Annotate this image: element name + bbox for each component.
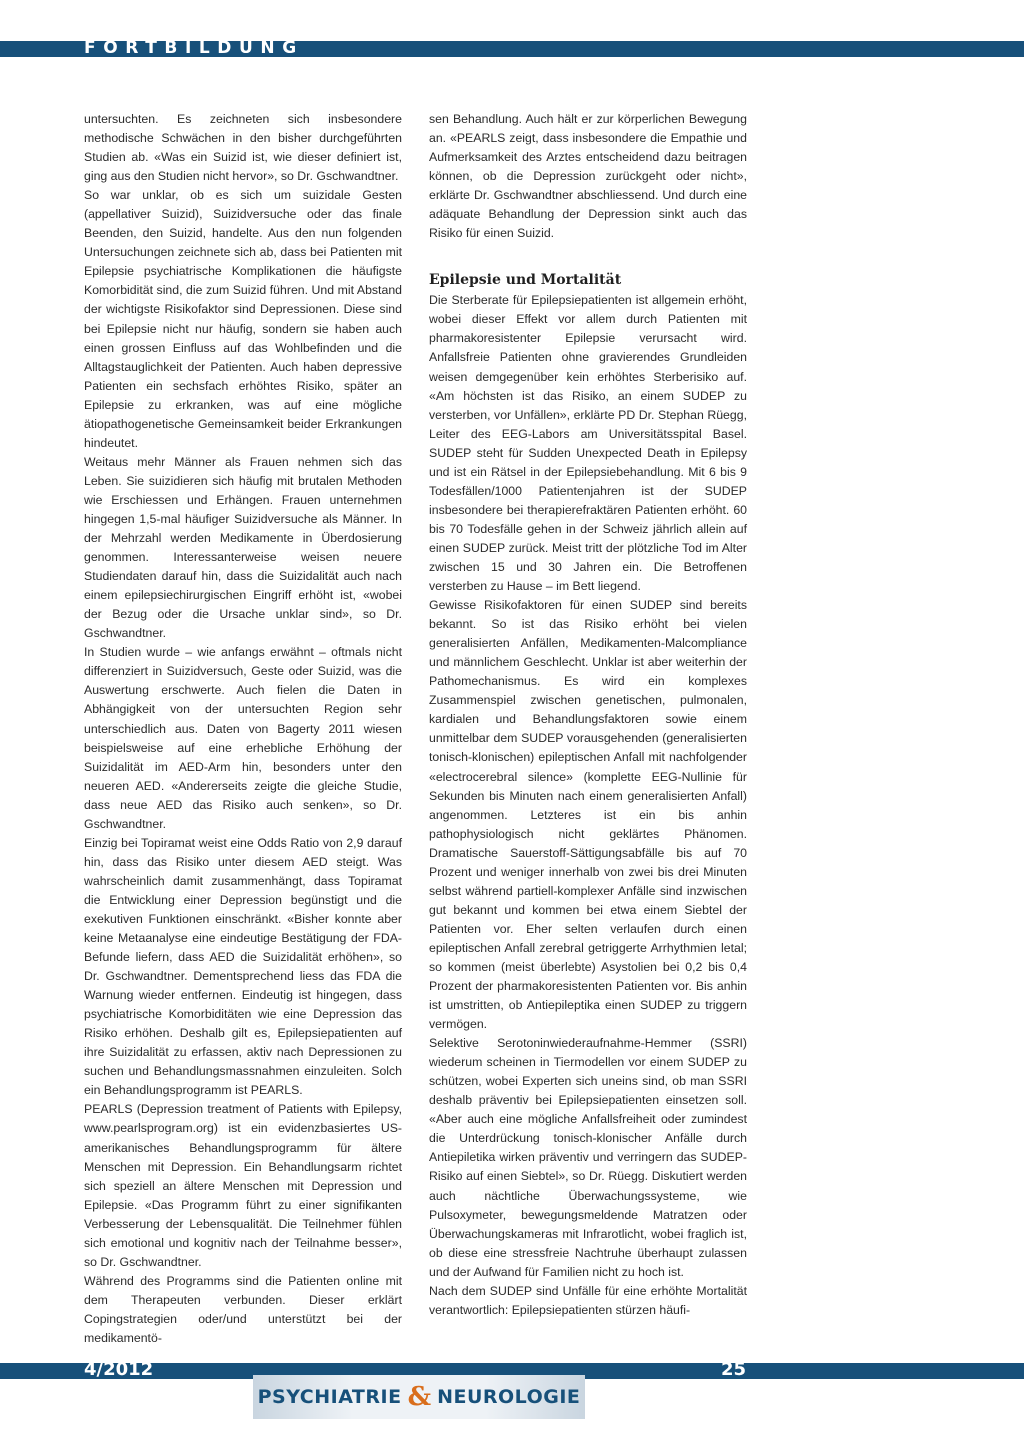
- paragraph: Die Sterberate für Epilepsiepatienten ist allgemein erhöht, wobei dieser Effekt vor allem durch Patienten mit pharmakoresistenter Epilepsie verursacht wird. Anfallsfreie Patienten ohne gravierendes Grundleiden weisen demgegenüber kein erhöhtes Sterberisiko auf. «Am höchsten ist das Risiko, an einem SUDEP zu versterben, vor Unfällen», erklärte PD Dr. Stephan Rüegg, Leiter des EEG-Labors am Universitätsspital Basel. SUDEP steht für Sudden Unexpected Death in Epilepsy und ist ein Rätsel in der Epilepsiebehandlung. Mit 6 bis 9 Todesfällen/1000 Patientenjahren ist der SUDEP insbesondere bei therapierefraktären Patienten erhöht. 60 bis 70 Todesfälle gehen in der Schweiz jährlich allein auf einen SUDEP zurück. Meist tritt der plötzliche Tod im Alter zwischen 15 und 30 Jahren ein. Die Betroffenen versterben zu Hause – im Bett liegend.: [429, 293, 747, 594]
- paragraph: Einzig bei Topiramat weist eine Odds Ratio von 2,9 darauf hin, dass das Risiko unter diesem AED steigt. Was wahrscheinlich damit zusammenhängt, dass Topiramat die Entwicklung einer Depression begünstigt und die exekutiven Funktionen einschränkt. «Bisher konnte aber keine Metaanalyse eine eindeutige Bestätigung der FDA-Befunde liefern, dass AED die Suizidalität erhöhen», so Dr. Gschwandtner. Dementsprechend liess das FDA die Warnung wieder entfernen. Eindeutig ist hingegen, dass psychiatrische Komorbiditäten wie eine Depression das Risiko erhöhen. Deshalb gilt es, Epilepsiepatienten auf ihre Suizidalität zu erfassen, aktiv nach Depressionen zu suchen und Behandlungsmassnahmen einzuleiten. Solch ein Behandlungsprogramm ist PEARLS.: [84, 835, 402, 1098]
- issue-number: 4/2012: [84, 1359, 154, 1380]
- paragraph: So war unklar, ob es sich um suizidale Gesten (appellativer Suizid), Suizidversuche oder das finale Beenden, den Suizid, handelte. Aus den nun folgenden Untersuchungen zeichnete sich ab, dass bei Patienten mit Epilepsie psychiatrische Komplikationen die häufigste Komorbidität sind, die zum Suizid führen. Und mit Abstand der wichtigste Risikofaktor sind Depressionen. Diese sind bei Epilepsie nicht nur häufig, sondern sie haben auch einen grossen Einfluss auf das Wohlbefinden und die Alltagstauglichkeit der Patienten. Auch haben depressive Patienten ein sechsfach erhöhtes Risiko, später an Epilepsie zu erkranken, was auf eine mögliche ätiopathogenetische Gemeinsamkeit beider Erkrankungen hindeutet.: [84, 188, 402, 450]
- paragraph: sen Behandlung. Auch hält er zur körperlichen Bewegung an. «PEARLS zeigt, dass insbesondere die Empathie und Aufmerksamkeit des Arztes entscheidend dazu beitragen können, ob die Depression zurückgeht oder nicht», erklärte Dr. Gschwandtner abschliessend. Und durch eine adäquate Behandlung der Depression sinkt auch das Risiko für einen Suizid.: [429, 112, 747, 241]
- section-title: FORTBILDUNG: [84, 38, 304, 58]
- paragraph: Nach dem SUDEP sind Unfälle für eine erhöhte Mortalität verantwortlich: Epilepsiepatienten stürzen häufi-: [429, 1283, 747, 1317]
- paragraph: In Studien wurde – wie anfangs erwähnt – oftmals nicht differenziert in Suizidversuch, Geste oder Suizid, was die Auswertung erschwerte. Auch fielen die Daten in Abhängigkeit von der untersuchten Region sehr unterschiedlich aus. Daten von Bagerty 2011 wiesen beispielsweise auf eine erhebliche Erhöhung der Suizidalität im AED-Arm hin, besonders unter den neueren AED. «Andererseits zeigte die gleiche Studie, dass neue AED das Risiko auch senken», so Dr. Gschwandtner.: [84, 645, 402, 831]
- paragraph: PEARLS (Depression treatment of Patients with Epilepsy, www.pearlsprogram.org) ist ein evidenzbasiertes US-amerikanisches Behandlungsprogramm für ältere Menschen mit Depression. Ein Behandlungsarm richtet sich speziell an ältere Menschen mit Depression und Epilepsie. «Das Programm führt zu einer signifikanten Verbesserung der Lebensqualität. Die Teilnehmer fühlen sich emotional und kognitiv nach der Teilnahme besser», so Dr. Gschwandtner.: [84, 1102, 402, 1269]
- paragraph: Weitaus mehr Männer als Frauen nehmen sich das Leben. Sie suizidieren sich häufig mit brutalen Methoden wie Erschiessen und Erhängen. Frauen unternehmen hingegen 1,5-mal häufiger Suizidversuche als Männer. In der Mehrzahl werden Medikamente in Überdosierung genommen. Interessanterweise weisen neuere Studiendaten darauf hin, dass die Suizidalität auch nach einem epilepsiechirurgischen Eingriff erhöht ist, «wobei der Bezug oder die Ursache unklar sind», so Dr. Gschwandtner.: [84, 454, 402, 641]
- page-number: 25: [720, 1359, 746, 1380]
- paragraph: Während des Programms sind die Patienten online mit dem Therapeuten verbunden. Dieser erklärt Copingstrategien oder/und unterstützt bei der medikamentö-: [84, 1273, 402, 1345]
- journal-name-part: NEUROLOGIE: [437, 1386, 581, 1408]
- paragraph: Selektive Serotoninwiederaufnahme-Hemmer (SSRI) wiederum scheinen in Tiermodellen vor einem SUDEP zu schützen, wobei Experten sich uneins sind, ob man SSRI deshalb präventiv bei Epilepsiepatienten einsetzen soll. «Aber auch eine mögliche Anfallsfreiheit oder zumindest die Unterdrückung tonisch-klonischer Anfälle durch Antiepiletika wirken präventiv und verringern das SUDEP-Risiko auf einen Siebtel», so Dr. Rüegg. Diskutiert werden auch nächtliche Überwachungssysteme, wie Pulsoxymeter, bewegungsmeldende Matratzen oder Überwachungskameras mit Infrarotlicht, wobei fraglich ist, ob diese eine stressfreie Nachtruhe überhaupt zulassen und der Aufwand für Familien nicht zu hoch ist.: [429, 1036, 747, 1279]
- subheading: Epilepsie und Mortalität: [429, 272, 622, 289]
- journal-logo: [253, 1375, 585, 1419]
- right-column: [429, 110, 747, 1320]
- journal-name-part: PSYCHIATRIE: [257, 1386, 402, 1408]
- left-column: [84, 110, 402, 1348]
- paragraph: Gewisse Risikofaktoren für einen SUDEP sind bereits bekannt. So ist das Risiko erhöht bei vielen generalisierten Anfällen, Medikamenten-Malcompliance und männlichem Geschlecht. Unklar ist aber weiterhin der Pathomechanismus. Es wird ein komplexes Zusammenspiel zwischen genetischen, pulmonalen, kardialen und Behandlungsfaktoren sowie einem unmittelbar dem SUDEP vorausgehenden (generalisierten tonisch-klonischen) epileptischen Anfall mit nachfolgender «electrocerebral silence» (komplette EEG-Nullinie für Sekunden bis Minuten nach einem generalisierten Anfall) angenommen. Letzteres ist ein bis anhin pathophysiologisch nicht geklärtes Phänomen. Dramatische Sauerstoff-Sättigungsabfälle bis auf 70 Prozent und weniger innerhalb von zwei bis drei Minuten selbst während partiell-komplexer Anfälle sind inzwischen gut bekannt und kommen bei etwa einem Siebtel der Patienten vor. Eher selten verlaufen durch einen epileptischen Anfall zerebral getriggerte Arrhythmien letal; so kommen (meist überlebte) Asystolien bei 0,2 bis 0,4 Prozent der pharmakoresistenten Patienten vor. Bis anhin ist umstritten, ob Antiepileptika einen SUDEP zu triggern vermögen.: [429, 598, 747, 1032]
- ampersand-logo-mark: &: [407, 1382, 432, 1412]
- paragraph: untersuchten. Es zeichneten sich insbesondere methodische Schwächen in den bisher durchgeführten Studien ab. «Was ein Suizid ist, wie dieser definiert ist, ging aus den Studien nicht hervor», so Dr. Gschwandtner.: [84, 112, 402, 184]
